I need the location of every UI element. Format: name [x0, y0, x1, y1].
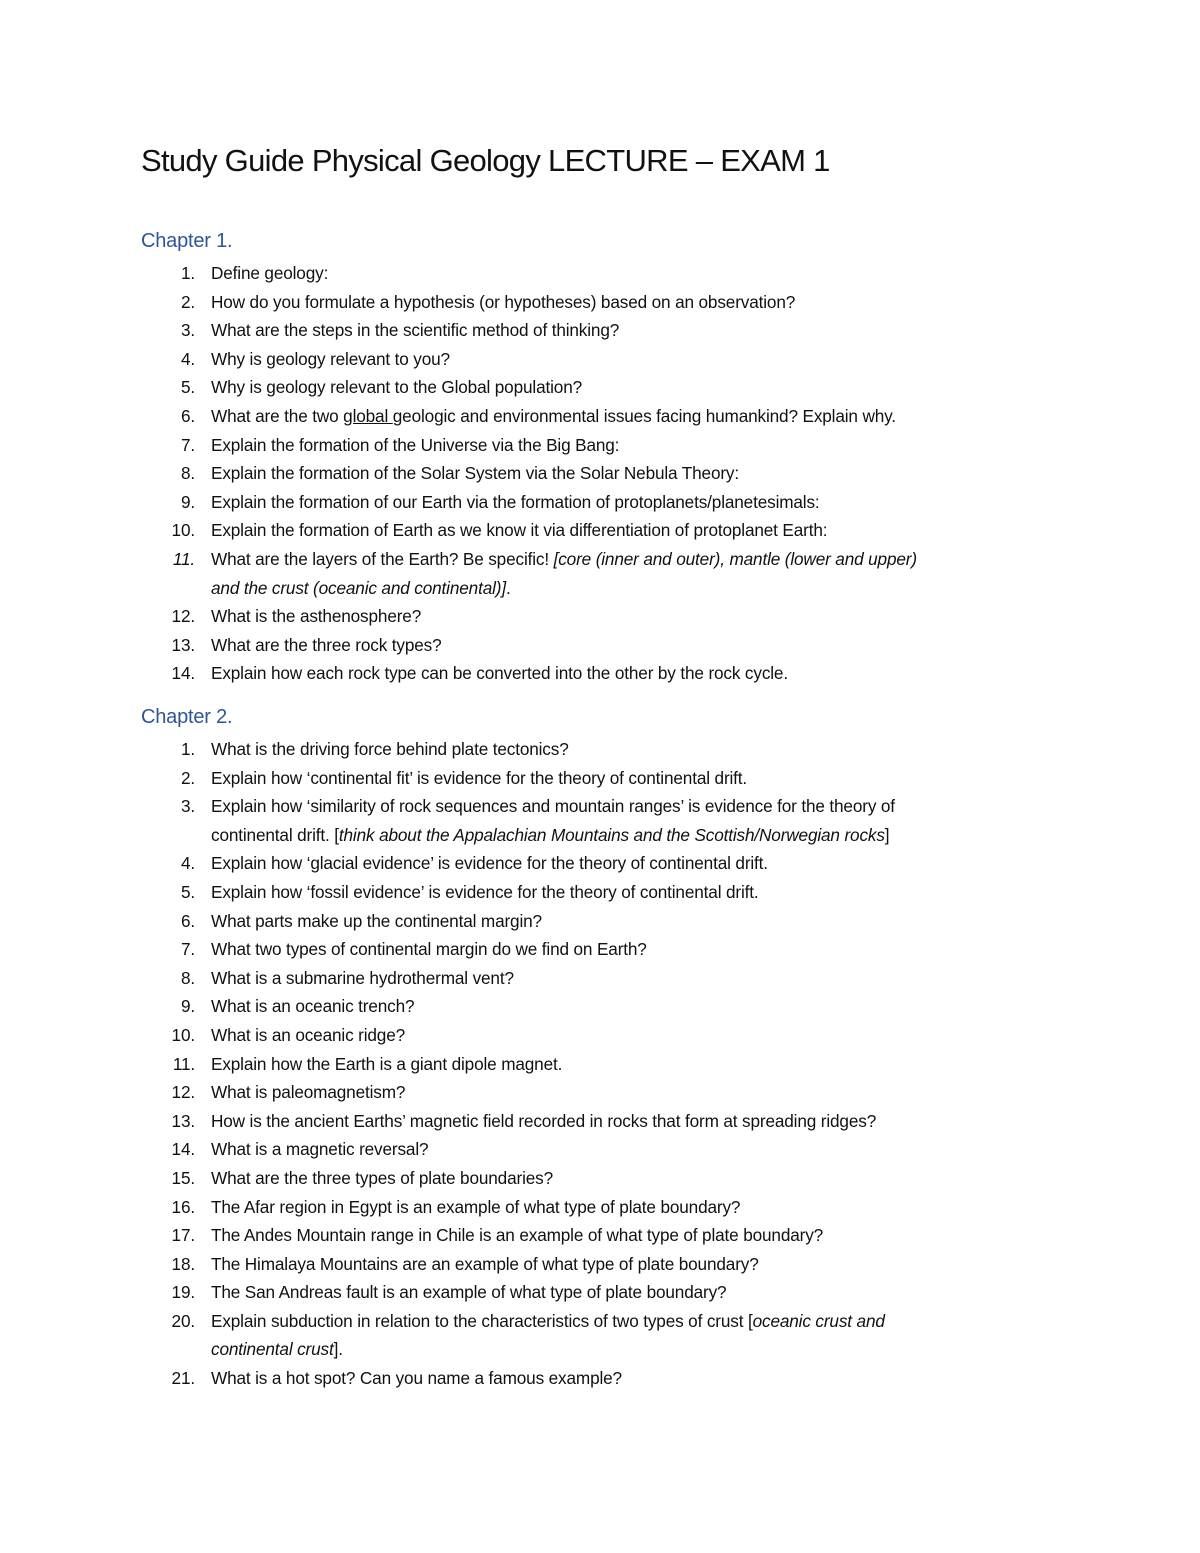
question-number: 7.	[180, 434, 195, 455]
chapter-1-heading: Chapter 1.	[141, 230, 233, 252]
question-number: 17.	[171, 1225, 195, 1246]
question-number: 21.	[171, 1368, 195, 1389]
question-number: 5.	[180, 377, 195, 398]
question-number: 12.	[171, 1082, 195, 1103]
question-text: What is an oceanic trench?	[211, 996, 415, 1017]
question-italic-part: [core (inner and outer), mantle (lower and upper)	[553, 548, 917, 569]
question-number: 14.	[171, 663, 195, 684]
question-text: What is a magnetic reversal?	[211, 1139, 429, 1160]
question-text: Explain the formation of Earth as we know it via differentiation of protoplanet Earth:	[211, 520, 828, 541]
question-number: 3.	[180, 320, 195, 341]
question-number: 4.	[180, 348, 195, 369]
question-text-part: ]	[884, 824, 890, 845]
question-number: 5.	[180, 881, 195, 902]
question-italic-part: think about the Appalachian Mountains and the Scottish/Norwegian rocks	[338, 824, 885, 845]
question-text: What are the three types of plate boundaries?	[211, 1167, 553, 1188]
document-title: Study Guide Physical Geology LECTURE – EXAM 1	[141, 143, 830, 178]
question-text: What is an oceanic ridge?	[211, 1024, 406, 1045]
question-number: 9.	[180, 491, 195, 512]
question-text-part: continental drift. [	[211, 824, 339, 845]
question-text: Define geology:	[211, 263, 329, 283]
question-number: 10.	[171, 520, 195, 541]
question-text: The San Andreas fault is an example of what type of plate boundary?	[211, 1282, 727, 1303]
question-number: 8.	[180, 463, 195, 484]
chapter-2-heading: Chapter 2.	[141, 706, 233, 728]
question-number: 14.	[171, 1139, 195, 1160]
question-text: How do you formulate a hypothesis (or hypotheses) based on an observation?	[211, 291, 796, 312]
question-text-part: What are the layers of the Earth? Be specific!	[211, 548, 554, 569]
question-italic-part: continental crust	[211, 1339, 334, 1360]
question-number: 11.	[172, 1053, 195, 1074]
question-text-part: What are the two	[211, 405, 344, 426]
question-number: 16.	[171, 1196, 195, 1217]
question-number: 13.	[171, 1110, 195, 1131]
question-text	[211, 545, 917, 602]
question-number: 11.	[172, 548, 195, 569]
question-line-1	[211, 1307, 885, 1336]
question-line-1	[211, 545, 917, 574]
question-number: 6.	[180, 405, 195, 426]
question-text: What are the three rock types?	[211, 634, 442, 655]
question-number: 15.	[171, 1167, 195, 1188]
question-text: What is paleomagnetism?	[211, 1082, 406, 1103]
question-text-part: geologic and environmental issues facing humankind? Explain why.	[392, 405, 896, 426]
question-number: 7.	[180, 939, 195, 960]
question-text: What is a submarine hydrothermal vent?	[211, 967, 514, 988]
question-number: 6.	[180, 910, 195, 931]
question-number: 4.	[180, 853, 195, 874]
question-text: Explain how each rock type can be converted into the other by the rock cycle.	[211, 663, 788, 684]
question-text	[211, 792, 895, 849]
question-text: Why is geology relevant to the Global population?	[211, 377, 583, 398]
question-italic-part: and the crust (oceanic and continental)]	[211, 577, 506, 598]
question-text: What is a hot spot? Can you name a famous example?	[211, 1368, 622, 1389]
question-line-1: Explain how ‘similarity of rock sequences and mountain ranges’ is evidence for the theory of	[211, 796, 895, 817]
question-text-part: ].	[333, 1339, 343, 1360]
question-text: Explain the formation of our Earth via the formation of protoplanets/planetesimals:	[211, 491, 820, 512]
question-line-2	[211, 1335, 885, 1364]
question-text: The Himalaya Mountains are an example of what type of plate boundary?	[211, 1253, 759, 1274]
question-number: 2.	[180, 767, 195, 788]
question-line-2	[211, 821, 895, 850]
question-number: 9.	[180, 996, 195, 1017]
question-line-2	[211, 574, 917, 603]
question-number: 8.	[180, 967, 195, 988]
question-text-part: Explain subduction in relation to the characteristics of two types of crust [	[211, 1310, 753, 1331]
question-text: What parts make up the continental margin?	[211, 910, 542, 931]
question-text: Explain the formation of the Solar System via the Solar Nebula Theory:	[211, 463, 740, 484]
question-italic-part: oceanic crust and	[752, 1310, 885, 1331]
question-text-part: .	[505, 577, 511, 598]
question-text: What is the asthenosphere?	[211, 606, 422, 627]
question-text: Explain how the Earth is a giant dipole magnet.	[211, 1053, 563, 1074]
question-number: 2.	[180, 291, 195, 312]
question-number: 1.	[180, 263, 195, 283]
question-number: 20.	[171, 1310, 195, 1331]
question-text: What is the driving force behind plate tectonics?	[211, 739, 569, 759]
question-number: 3.	[180, 796, 195, 817]
question-text: Explain the formation of the Universe via the Big Bang:	[211, 434, 620, 455]
question-text: Explain how ‘continental fit’ is evidence for the theory of continental drift.	[211, 767, 748, 788]
question-text: Why is geology relevant to you?	[211, 348, 450, 369]
question-number: 10.	[171, 1024, 195, 1045]
underlined-word: global	[343, 405, 393, 426]
question-text: Explain how ‘glacial evidence’ is evidence for the theory of continental drift.	[211, 853, 768, 874]
question-text: The Andes Mountain range in Chile is an example of what type of plate boundary?	[211, 1225, 824, 1246]
question-text: What are the steps in the scientific method of thinking?	[211, 320, 620, 341]
question-number: 19.	[171, 1282, 195, 1303]
question-text	[211, 1307, 885, 1364]
question-number: 1.	[180, 739, 195, 759]
question-number: 13.	[171, 634, 195, 655]
question-number: 12.	[171, 606, 195, 627]
question-text	[211, 402, 896, 431]
question-text: Explain how ‘fossil evidence’ is evidence for the theory of continental drift.	[211, 881, 759, 902]
question-text: The Afar region in Egypt is an example of what type of plate boundary?	[211, 1196, 741, 1217]
question-number: 18.	[171, 1253, 195, 1274]
question-text: What two types of continental margin do we find on Earth?	[211, 939, 647, 960]
question-text: How is the ancient Earths’ magnetic field recorded in rocks that form at spreading ridges?	[211, 1110, 877, 1131]
